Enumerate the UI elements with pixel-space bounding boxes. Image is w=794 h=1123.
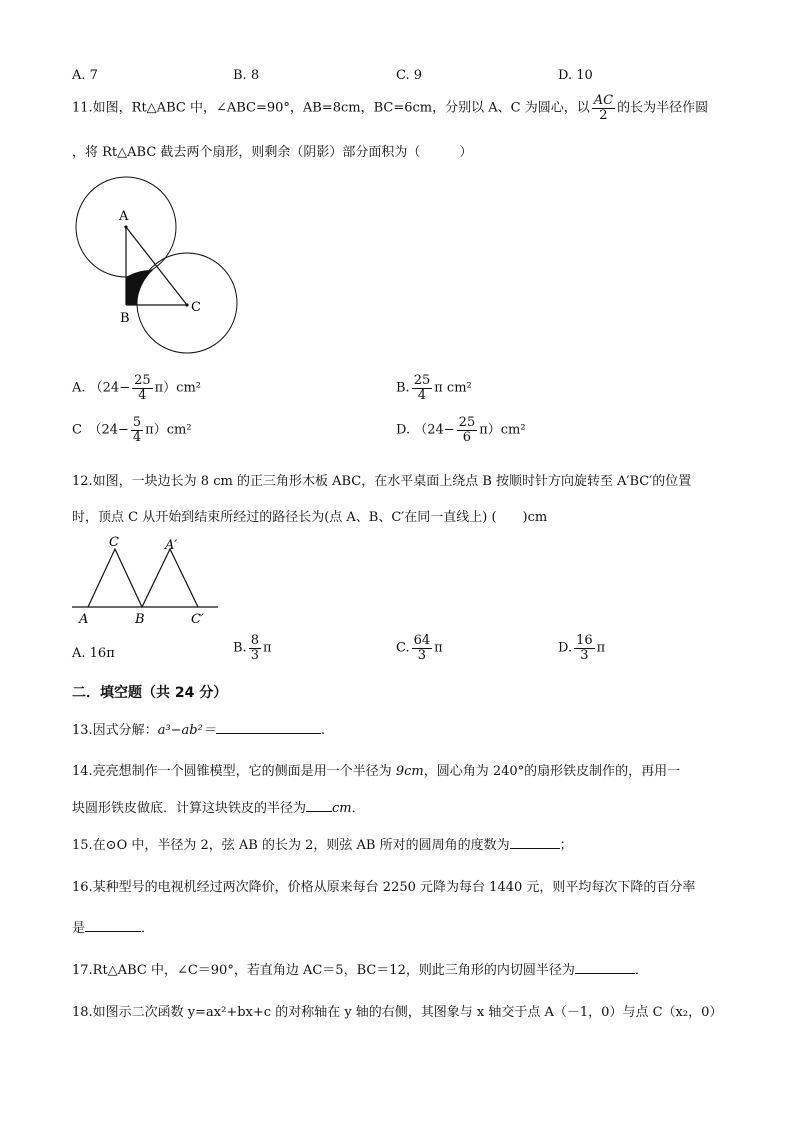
q12-option-b bbox=[233, 634, 272, 662]
option-d: D. 10 bbox=[558, 68, 593, 83]
q11-option-d bbox=[396, 416, 526, 444]
frac-den: 3 bbox=[580, 647, 589, 663]
q11-text-a: 11.如图，Rt△ABC 中，∠ABC=90°，AB=8cm，BC=6cm，分别以 A、C 为圆心，以 bbox=[72, 100, 590, 116]
answer-blank[interactable] bbox=[306, 810, 332, 812]
frac-num: 64 bbox=[413, 633, 431, 648]
answer-blank[interactable] bbox=[85, 930, 141, 932]
q11-option-c bbox=[72, 416, 192, 444]
q14-text-a: 14.亮亮想制作一个圆锥模型，它的侧面是用一个半径为 bbox=[72, 764, 396, 779]
q16-text-a: 是 bbox=[72, 921, 86, 936]
frac-num: 5 bbox=[132, 415, 142, 430]
q11-option-a bbox=[72, 374, 201, 402]
q13-expression: a³−ab²＝ bbox=[157, 723, 216, 738]
question-16-line1: 16.某种型号的电视机经过两次降价，价格从原来每台 2250 元降为每台 1440 元，则平均每次下降的百分率 bbox=[72, 880, 696, 895]
q14-unit: cm bbox=[332, 801, 352, 816]
section-title: 二．填空题（共 24 分） bbox=[72, 685, 228, 701]
fraction-ac-over-2 bbox=[592, 94, 615, 122]
q11-opt-a-frac bbox=[132, 374, 153, 402]
label-b: B bbox=[120, 311, 130, 326]
label-c-prime: C′ bbox=[191, 612, 204, 627]
q11-opt-d-pre: D. （24− bbox=[396, 422, 455, 438]
q11-opt-d-post: π）cm² bbox=[479, 422, 526, 438]
question-17 bbox=[72, 959, 648, 978]
q11-opt-c-pre: C （24− bbox=[72, 422, 129, 438]
q12-opt-b-frac bbox=[249, 634, 261, 662]
option-b: B. 8 bbox=[233, 68, 260, 83]
question-12-line2: 时，顶点 C 从开始到结束所经过的路径长为(点 A、B、C′在同一直线上) ( )cm bbox=[72, 510, 548, 525]
q15-post: ； bbox=[559, 838, 573, 853]
q12-option-c bbox=[396, 634, 443, 662]
q11-opt-b-post: π cm² bbox=[434, 380, 472, 396]
question-11-line2: ，将 Rt△ABC 截去两个扇形，则剩余（阴影）部分面积为（ ） bbox=[72, 145, 473, 160]
q12-option-a: A. 16π bbox=[72, 646, 115, 661]
question-14-line1 bbox=[72, 760, 680, 779]
q12-opt-d-post: π bbox=[596, 640, 606, 656]
question-14-line2 bbox=[72, 797, 365, 816]
q12-opt-b-post: π bbox=[262, 640, 272, 656]
q16-text-b: ． bbox=[141, 921, 155, 936]
frac-den: 4 bbox=[132, 429, 142, 445]
question-16-line2 bbox=[72, 917, 154, 936]
q12-opt-d-frac bbox=[574, 634, 595, 662]
q17-text: 17.Rt△ABC 中，∠C＝90°，若直角边 AC＝5，BC＝12，则此三角形的内切圆半径为 bbox=[72, 963, 575, 978]
q11-opt-d-frac bbox=[457, 416, 478, 444]
q11-opt-b-frac bbox=[412, 374, 433, 402]
answer-blank[interactable] bbox=[216, 732, 321, 734]
frac-num: 16 bbox=[576, 633, 593, 648]
q12-option-d bbox=[558, 634, 605, 662]
label-c: C bbox=[109, 535, 119, 550]
question-13 bbox=[72, 719, 325, 738]
answer-blank[interactable] bbox=[575, 972, 635, 974]
q12-figure bbox=[70, 535, 220, 627]
center-c bbox=[185, 303, 188, 306]
frac-den: 3 bbox=[417, 647, 427, 663]
question-18: 18.如图示二次函数 y=ax²+bx+c 的对称轴在 y 轴的右侧，其图象与 x 轴交于点 A（－1，0）与点 C（x₂，0） bbox=[72, 1005, 723, 1020]
q12-opt-c-post: π bbox=[434, 640, 443, 656]
q11-opt-a-post: π）cm² bbox=[154, 380, 202, 396]
q11-opt-c-post: π）cm² bbox=[145, 422, 192, 438]
frac-den: 6 bbox=[462, 429, 472, 445]
q11-opt-c-frac bbox=[131, 416, 143, 444]
q12-opt-c-frac bbox=[412, 634, 433, 662]
option-a: A. 7 bbox=[72, 68, 98, 83]
frac-num: 8 bbox=[250, 633, 259, 648]
frac-num: 25 bbox=[413, 373, 431, 388]
option-c: C. 9 bbox=[396, 68, 423, 83]
q11-option-b bbox=[396, 374, 472, 402]
center-a bbox=[124, 225, 127, 228]
shaded-region bbox=[126, 270, 153, 305]
question-15 bbox=[72, 834, 573, 853]
label-a-prime: A′ bbox=[165, 538, 178, 553]
frac-num: 25 bbox=[458, 415, 476, 430]
q12-opt-c-pre: C. bbox=[396, 640, 410, 656]
q17-post: ． bbox=[634, 963, 648, 978]
q14-text-d: ． bbox=[351, 801, 365, 816]
q12-opt-d-pre: D. bbox=[558, 640, 573, 656]
q12-opt-b-pre: B. bbox=[233, 640, 247, 656]
question-11-line1 bbox=[72, 94, 708, 122]
triangle-abc bbox=[88, 549, 142, 607]
q11-opt-b-pre: B. bbox=[396, 380, 410, 396]
q11-text-b: 的长为半径作圆 bbox=[617, 100, 709, 116]
label-b: B bbox=[135, 612, 145, 627]
label-a: A bbox=[119, 209, 129, 224]
q14-radius: 9cm bbox=[395, 764, 424, 779]
q13-pre: 13.因式分解： bbox=[72, 723, 158, 738]
q14-text-c: 块圆形铁皮做底．计算这块铁皮的半径为 bbox=[72, 801, 307, 816]
triangle-a-prime-b-c-prime bbox=[142, 549, 198, 607]
q15-text: 15.在⊙O 中，半径为 2，弦 AB 的长为 2，则弦 AB 所对的圆周角的度数为 bbox=[72, 838, 510, 853]
q14-text-b: ，圆心角为 240°的扇形铁皮制作的，再用一 bbox=[423, 764, 681, 779]
circle-c bbox=[137, 253, 237, 353]
label-a: A bbox=[79, 612, 89, 627]
answer-blank[interactable] bbox=[510, 847, 560, 849]
q11-figure bbox=[70, 175, 250, 360]
frac-num: 25 bbox=[134, 373, 151, 388]
question-12-line1: 12.如图，一块边长为 8 cm 的正三角形木板 ABC，在水平桌面上绕点 B 按顺时针方向旋转至 A′BC′的位置 bbox=[72, 474, 692, 489]
q13-post: . bbox=[320, 723, 325, 738]
frac-num: AC bbox=[593, 93, 614, 108]
label-c: C bbox=[191, 300, 201, 315]
q11-opt-a-pre: A. （24− bbox=[72, 380, 131, 396]
frac-den: 4 bbox=[138, 387, 147, 403]
frac-den: 3 bbox=[250, 647, 259, 663]
frac-den: 2 bbox=[599, 107, 608, 123]
frac-den: 4 bbox=[417, 387, 427, 403]
